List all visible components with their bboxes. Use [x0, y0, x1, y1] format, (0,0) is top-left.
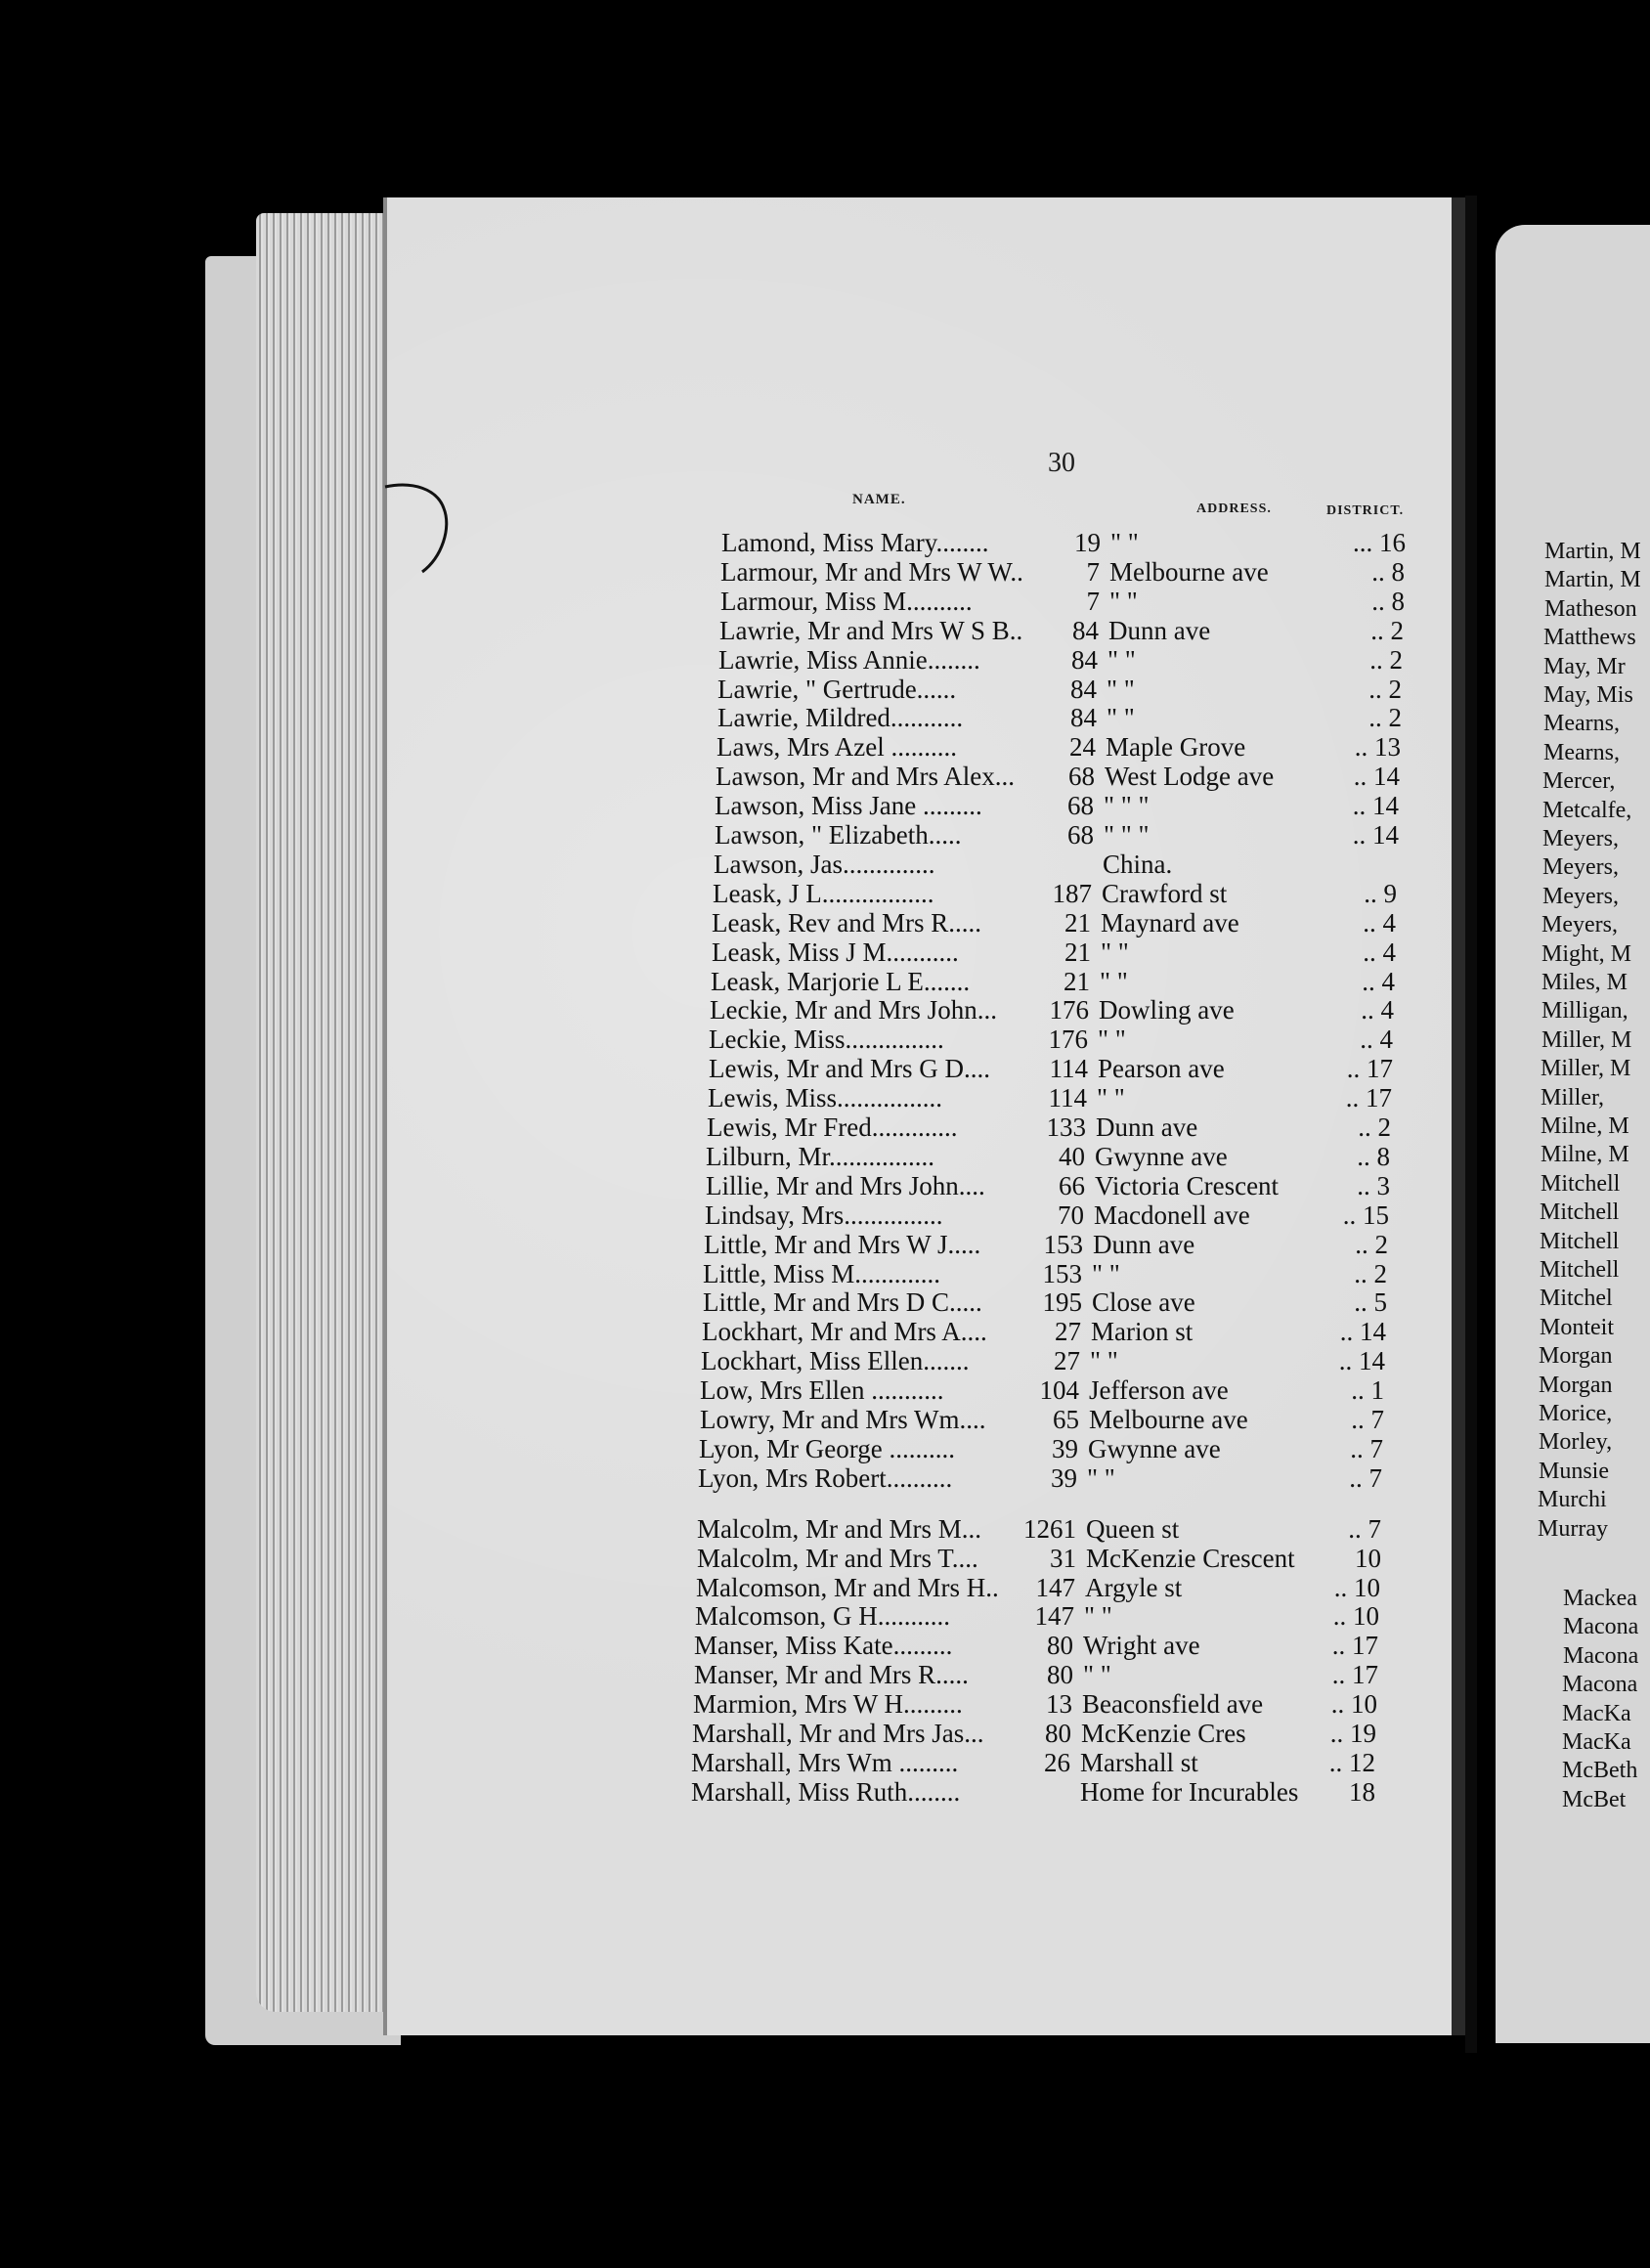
- entry-num: 21: [1064, 907, 1091, 938]
- entry-addr: Dunn ave: [1096, 1112, 1198, 1142]
- entry-dist: .. 7: [1350, 1433, 1383, 1463]
- entry-num: 80: [1047, 1631, 1073, 1661]
- entry-num: 1261: [1023, 1513, 1076, 1544]
- entry-dist: .. 8: [1371, 556, 1405, 587]
- entry-addr: Marion st: [1091, 1317, 1194, 1347]
- entry-num: 84: [1070, 674, 1097, 704]
- entry-num: 147: [1035, 1572, 1075, 1602]
- next-page-entry: Monteit: [1540, 1314, 1614, 1340]
- entry-dist: .. 17: [1331, 1660, 1378, 1690]
- next-page-entry: Miller,: [1541, 1084, 1605, 1111]
- entry-addr: " ": [1098, 1025, 1126, 1055]
- next-page-entry: Martin, M: [1544, 539, 1641, 564]
- entry-name: Manser, Miss Kate.........: [694, 1631, 953, 1661]
- entry-dist: 10: [1355, 1543, 1381, 1573]
- entry-name: Low, Mrs Ellen ...........: [700, 1375, 944, 1406]
- entry-name: Lewis, Miss................: [708, 1083, 943, 1113]
- next-page-entry: Munsie: [1539, 1458, 1609, 1484]
- entry-dist: .. 8: [1357, 1141, 1390, 1171]
- entry-dist: .. 9: [1364, 878, 1397, 908]
- entry-addr: China.: [1103, 849, 1173, 879]
- page-number: 30: [1048, 448, 1075, 478]
- entry-addr: Beaconsfield ave: [1082, 1689, 1264, 1720]
- next-page-entry: May, Mr: [1543, 653, 1626, 679]
- entry-num: 80: [1045, 1719, 1071, 1748]
- entry-name: Lawrie, Miss Annie........: [718, 644, 980, 675]
- entry-addr: Argyle st: [1085, 1572, 1183, 1602]
- entry-addr: " ": [1100, 966, 1128, 996]
- next-page-entry: Morley,: [1539, 1429, 1613, 1456]
- entry-dist: .. 7: [1348, 1513, 1381, 1544]
- next-page-entry: Morgan: [1539, 1343, 1613, 1370]
- header-address: ADDRESS.: [1196, 502, 1272, 516]
- entry-addr: Dunn ave: [1108, 615, 1211, 645]
- entry-num: 39: [1052, 1433, 1078, 1463]
- entry-name: Little, Mr and Mrs W J.....: [704, 1229, 981, 1259]
- entry-name: Lockhart, Miss Ellen.......: [701, 1346, 970, 1376]
- entry-name: Malcomson, G H...........: [695, 1601, 950, 1632]
- entry-dist: .. 4: [1362, 966, 1395, 996]
- entry-addr: Crawford st: [1102, 878, 1228, 908]
- entry-name: Leask, J L.................: [713, 878, 934, 908]
- entry-dist: .. 2: [1368, 674, 1402, 704]
- entry-dist: .. 17: [1346, 1054, 1393, 1084]
- entry-name: Lewis, Mr Fred.............: [707, 1112, 958, 1142]
- next-page-entry: Matthews: [1543, 625, 1636, 651]
- entry-dist: .. 14: [1339, 1317, 1386, 1347]
- entry-addr: Melbourne ave: [1109, 556, 1269, 587]
- next-page-entry: Macona: [1563, 1642, 1639, 1669]
- entry-name: Lyon, Mrs Robert..........: [698, 1462, 953, 1493]
- entry-name: Malcolm, Mr and Mrs M...: [697, 1513, 981, 1544]
- entry-num: 21: [1064, 966, 1090, 996]
- header-district: DISTRICT.: [1326, 503, 1405, 518]
- entry-name: Leckie, Miss...............: [709, 1025, 944, 1055]
- entry-addr: " ": [1101, 937, 1129, 967]
- entry-dist: .. 2: [1370, 615, 1404, 645]
- next-page-entry: Murray: [1538, 1515, 1608, 1542]
- book-spine: [1465, 196, 1477, 2053]
- entry-name: Marshall, Mr and Mrs Jas...: [692, 1719, 984, 1748]
- next-page-entry: Meyers,: [1542, 883, 1619, 909]
- entry-addr: " ": [1109, 586, 1138, 616]
- next-page-entry: Milne, M: [1541, 1142, 1629, 1168]
- entry-num: 114: [1048, 1083, 1087, 1113]
- entry-num: 68: [1067, 820, 1094, 850]
- entry-num: 153: [1042, 1258, 1082, 1288]
- entry-num: 26: [1044, 1747, 1070, 1777]
- entry-num: 7: [1086, 556, 1100, 587]
- page-gutter-shadow: [1452, 197, 1465, 2035]
- entry-addr: Queen st: [1086, 1513, 1180, 1544]
- entry-dist: .. 4: [1360, 1025, 1393, 1055]
- entry-addr: Dunn ave: [1093, 1229, 1195, 1259]
- entry-num: 133: [1046, 1112, 1086, 1142]
- next-page-entry: Mitchel: [1540, 1286, 1613, 1312]
- entry-num: 84: [1070, 703, 1097, 733]
- next-page-entry: McBeth: [1562, 1758, 1638, 1784]
- entry-name: Larmour, Mr and Mrs W W..: [720, 556, 1023, 587]
- entry-num: 80: [1047, 1660, 1073, 1690]
- entry-num: 70: [1058, 1199, 1084, 1230]
- entry-num: 195: [1042, 1287, 1082, 1318]
- entry-name: Lindsay, Mrs...............: [705, 1199, 943, 1230]
- next-page-entry: Matheson: [1544, 595, 1637, 622]
- next-page-entry: Milligan,: [1541, 998, 1628, 1025]
- entry-num: 147: [1034, 1601, 1074, 1632]
- entry-name: Leask, Miss J M...........: [712, 937, 959, 967]
- entry-dist: .. 15: [1342, 1199, 1389, 1230]
- entry-dist: .. 13: [1354, 732, 1401, 763]
- entry-num: 27: [1055, 1317, 1081, 1347]
- entry-name: Larmour, Miss M..........: [720, 586, 973, 616]
- pen-scribble-mark: [383, 479, 481, 587]
- next-page-entry: Meyers,: [1541, 912, 1618, 938]
- entry-addr: " " ": [1104, 791, 1150, 821]
- entry-dist: ... 16: [1353, 528, 1406, 557]
- next-page-entry: Mitchell: [1541, 1170, 1621, 1197]
- entry-addr: Close ave: [1092, 1287, 1195, 1318]
- entry-name: Lawrie, Mr and Mrs W S B..: [719, 615, 1023, 645]
- entry-dist: .. 12: [1328, 1747, 1375, 1777]
- entry-addr: Pearson ave: [1098, 1054, 1225, 1084]
- entry-num: 39: [1051, 1462, 1077, 1493]
- entry-addr: " ": [1083, 1660, 1111, 1690]
- entry-num: 40: [1059, 1141, 1085, 1171]
- entry-dist: .. 14: [1352, 791, 1399, 821]
- entry-dist: .. 5: [1354, 1287, 1387, 1318]
- entry-dist: .. 3: [1357, 1170, 1390, 1200]
- entry-name: Lewis, Mr and Mrs G D....: [709, 1054, 990, 1084]
- entry-dist: .. 2: [1355, 1229, 1388, 1259]
- entry-name: Lawson, Mr and Mrs Alex...: [716, 762, 1015, 792]
- entry-name: Lilburn, Mr................: [706, 1141, 934, 1171]
- next-page-entry: Mackea: [1563, 1586, 1637, 1611]
- entry-name: Lillie, Mr and Mrs John....: [706, 1170, 985, 1200]
- entry-dist: .. 7: [1351, 1405, 1384, 1434]
- entry-dist: .. 2: [1354, 1258, 1387, 1288]
- entry-num: 65: [1053, 1405, 1079, 1434]
- entry-name: Lamond, Miss Mary........: [721, 528, 989, 557]
- entry-name: Lawrie, " Gertrude......: [717, 674, 957, 704]
- page-edges: [256, 213, 383, 2012]
- next-page-entry: Meyers,: [1542, 854, 1619, 881]
- entry-addr: " ": [1107, 674, 1135, 704]
- next-page-entry: Mercer,: [1542, 768, 1616, 795]
- entry-addr: " ": [1097, 1083, 1125, 1113]
- entry-name: Malcolm, Mr and Mrs T....: [697, 1543, 978, 1573]
- entry-num: 27: [1054, 1346, 1080, 1376]
- entry-addr: " ": [1087, 1462, 1115, 1493]
- entry-dist: .. 10: [1332, 1601, 1379, 1632]
- entry-num: 187: [1052, 878, 1092, 908]
- next-page-entry: Miles, M: [1541, 970, 1628, 995]
- entry-addr: Maynard ave: [1101, 907, 1239, 938]
- entry-name: Lyon, Mr George ..........: [699, 1433, 955, 1463]
- next-page-entry: Mitchell: [1540, 1228, 1620, 1254]
- entry-name: Little, Mr and Mrs D C.....: [703, 1287, 982, 1318]
- next-page-entry: May, Mis: [1543, 682, 1633, 708]
- next-page-entry: Meyers,: [1542, 826, 1619, 851]
- entry-name: Little, Miss M.............: [703, 1258, 941, 1288]
- entry-addr: Macdonell ave: [1094, 1199, 1250, 1230]
- entry-num: 13: [1046, 1689, 1072, 1720]
- next-page-entry: McBet: [1562, 1786, 1627, 1812]
- entry-name: Lawson, Jas..............: [714, 849, 935, 879]
- entry-addr: Maple Grove: [1106, 732, 1246, 763]
- entry-name: Lawrie, Mildred...........: [717, 703, 964, 733]
- next-page-entry: MacKa: [1562, 1700, 1631, 1726]
- next-page-entry: Mearns,: [1543, 739, 1620, 765]
- entry-num: 31: [1050, 1543, 1076, 1573]
- next-page-entry: Mearns,: [1543, 711, 1620, 737]
- entry-addr: Gwynne ave: [1088, 1433, 1221, 1463]
- entry-addr: " ": [1107, 703, 1135, 733]
- entry-dist: .. 14: [1338, 1346, 1385, 1376]
- entry-addr: " " ": [1104, 820, 1150, 850]
- entry-num: 84: [1072, 615, 1099, 645]
- entry-num: 7: [1086, 586, 1100, 616]
- entry-addr: " ": [1092, 1258, 1120, 1288]
- entry-dist: .. 2: [1368, 703, 1402, 733]
- entry-name: Marshall, Mrs Wm .........: [691, 1747, 959, 1777]
- entry-dist: 18: [1349, 1776, 1375, 1807]
- entry-name: Lowry, Mr and Mrs Wm....: [700, 1405, 986, 1434]
- entry-dist: .. 10: [1333, 1572, 1380, 1602]
- entry-addr: Melbourne ave: [1089, 1405, 1248, 1434]
- entry-dist: .. 17: [1345, 1083, 1392, 1113]
- next-page-entry: Mitchell: [1540, 1199, 1620, 1226]
- next-page-entry: Mitchell: [1540, 1257, 1620, 1283]
- entry-dist: .. 14: [1352, 820, 1399, 850]
- next-page-entry: MacKa: [1562, 1729, 1631, 1755]
- entry-num: 66: [1059, 1170, 1085, 1200]
- entry-dist: .. 4: [1363, 937, 1396, 967]
- next-page-entry: Macona: [1563, 1614, 1639, 1640]
- entry-dist: .. 19: [1329, 1719, 1376, 1748]
- entry-dist: .. 1: [1351, 1375, 1384, 1406]
- entry-dist: .. 17: [1331, 1631, 1378, 1661]
- entry-addr: Jefferson ave: [1089, 1375, 1229, 1406]
- entry-dist: .. 4: [1363, 907, 1396, 938]
- entry-name: Marmion, Mrs W H.........: [693, 1689, 963, 1720]
- entry-addr: " ": [1084, 1601, 1112, 1632]
- next-page-entry: Macona: [1562, 1672, 1638, 1698]
- entry-addr: Home for Incurables: [1080, 1776, 1299, 1807]
- entry-num: 114: [1049, 1054, 1088, 1084]
- header-name: NAME.: [852, 492, 906, 507]
- next-page-entry: Miller, M: [1541, 1056, 1631, 1082]
- next-page-entry: Martin, M: [1544, 567, 1641, 593]
- next-page-entry: Morgan: [1539, 1372, 1613, 1398]
- next-page-entries: [1496, 528, 1650, 1857]
- entry-addr: " ": [1090, 1346, 1118, 1376]
- entry-addr: Victoria Crescent: [1095, 1170, 1280, 1200]
- entry-num: 176: [1049, 995, 1089, 1025]
- entry-num: 68: [1068, 762, 1095, 792]
- next-page-entry: Milne, M: [1541, 1113, 1629, 1139]
- entry-addr: Gwynne ave: [1095, 1141, 1228, 1171]
- entry-dist: .. 8: [1371, 586, 1405, 616]
- entry-num: 19: [1074, 528, 1101, 557]
- entry-name: Marshall, Miss Ruth........: [691, 1776, 961, 1807]
- entry-addr: " ": [1110, 528, 1139, 557]
- entry-dist: .. 4: [1361, 995, 1394, 1025]
- next-page-entry: Murchi: [1538, 1487, 1607, 1513]
- next-page-entry: Might, M: [1541, 940, 1632, 967]
- entry-num: 104: [1039, 1375, 1079, 1406]
- entry-name: Leask, Marjorie L E.......: [711, 966, 971, 996]
- next-page-entry: Miller, M: [1541, 1026, 1632, 1053]
- entry-num: 176: [1048, 1025, 1088, 1055]
- entry-addr: Marshall st: [1080, 1747, 1198, 1777]
- entry-name: Lawson, Miss Jane .........: [715, 791, 982, 821]
- entry-num: 21: [1064, 937, 1091, 967]
- entry-dist: .. 14: [1353, 762, 1400, 792]
- entry-addr: McKenzie Cres: [1081, 1719, 1246, 1748]
- entry-name: Leckie, Mr and Mrs John...: [710, 995, 997, 1025]
- entry-num: 24: [1069, 732, 1096, 763]
- entry-name: Lockhart, Mr and Mrs A....: [702, 1317, 987, 1347]
- entry-dist: .. 10: [1330, 1689, 1377, 1720]
- entry-name: Lawson, " Elizabeth.....: [715, 820, 962, 850]
- entry-name: Manser, Mr and Mrs R.....: [694, 1660, 969, 1690]
- entry-name: Leask, Rev and Mrs R.....: [712, 907, 981, 938]
- entry-addr: Dowling ave: [1099, 995, 1235, 1025]
- entry-num: 68: [1067, 791, 1094, 821]
- next-page-entry: Morice,: [1539, 1401, 1613, 1426]
- entry-name: Laws, Mrs Azel ..........: [716, 732, 957, 763]
- entry-addr: West Lodge ave: [1105, 762, 1275, 792]
- entry-dist: .. 7: [1349, 1462, 1382, 1493]
- entry-num: 84: [1071, 644, 1098, 675]
- entry-addr: Wright ave: [1083, 1631, 1200, 1661]
- next-page-entry: Metcalfe,: [1542, 797, 1632, 823]
- entry-addr: McKenzie Crescent: [1086, 1543, 1295, 1573]
- entry-dist: .. 2: [1358, 1112, 1391, 1142]
- entry-addr: " ": [1107, 644, 1136, 675]
- entry-dist: .. 2: [1369, 644, 1403, 675]
- entry-name: Malcomson, Mr and Mrs H..: [696, 1572, 999, 1602]
- entry-num: 153: [1043, 1229, 1083, 1259]
